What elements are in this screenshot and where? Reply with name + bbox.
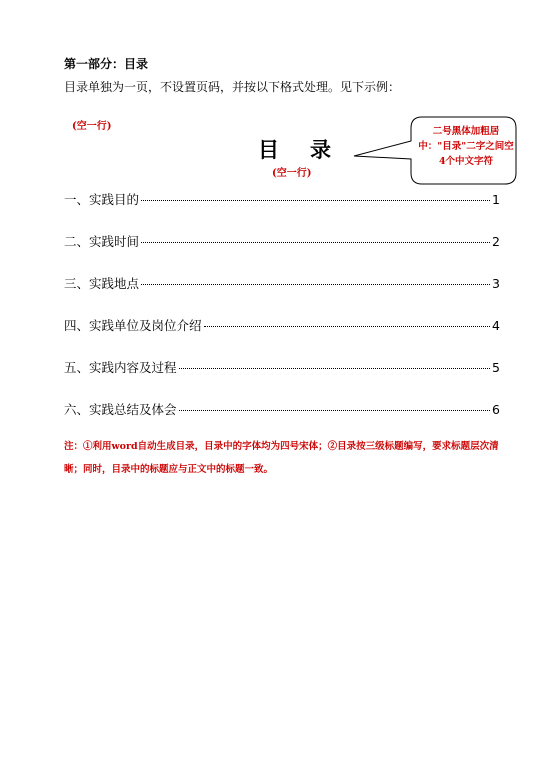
toc-entry-title: 一、实践目的 (64, 192, 140, 207)
blank-line-note: (空一行) (72, 121, 112, 132)
dot-leader (141, 200, 490, 201)
callout-text: 二号黑体加粗居中："目录"二字之间空4个中文字符 (418, 126, 514, 167)
toc-title (258, 134, 332, 164)
toc-entry-title: 五、实践内容及过程 (64, 360, 177, 375)
dot-leader (179, 368, 491, 369)
blank-line-note-below-title: (空一行) (272, 168, 312, 179)
section-heading: 第一部分：目录 (64, 57, 149, 71)
toc-entry-title: 三、实践地点 (64, 276, 140, 291)
dot-leader (179, 410, 491, 411)
toc-entry-page: 5 (492, 360, 500, 375)
dot-leader (204, 326, 491, 327)
toc-entry-page: 3 (492, 276, 500, 291)
toc-title-char-2: 录 (310, 138, 332, 162)
toc-entry-title: 二、实践时间 (64, 234, 140, 249)
toc-entry-title: 四、实践单位及岗位介绍 (64, 318, 202, 333)
toc-list (64, 190, 500, 442)
dot-leader (141, 284, 490, 285)
toc-entry (64, 190, 500, 232)
toc-entry-page: 1 (492, 192, 500, 207)
toc-entry (64, 274, 500, 316)
toc-entry-page: 2 (492, 234, 500, 249)
instruction-text: 目录单独为一页，不设置页码，并按以下格式处理。见下示例： (64, 80, 401, 94)
toc-entry (64, 358, 500, 400)
toc-entry (64, 232, 500, 274)
toc-entry-page: 4 (492, 318, 500, 333)
toc-title-char-1: 目 (258, 138, 280, 162)
toc-entry-title: 六、实践总结及体会 (64, 402, 177, 417)
format-note: 注：①利用word自动生成目录，目录中的字体均为四号宋体；②目录按三级标题编写，要求标题层次清晰；同时，目录中的标题应与正文中的标题一致。 (64, 441, 499, 475)
toc-entry-page: 6 (492, 402, 500, 417)
dot-leader (141, 242, 490, 243)
toc-entry (64, 316, 500, 358)
